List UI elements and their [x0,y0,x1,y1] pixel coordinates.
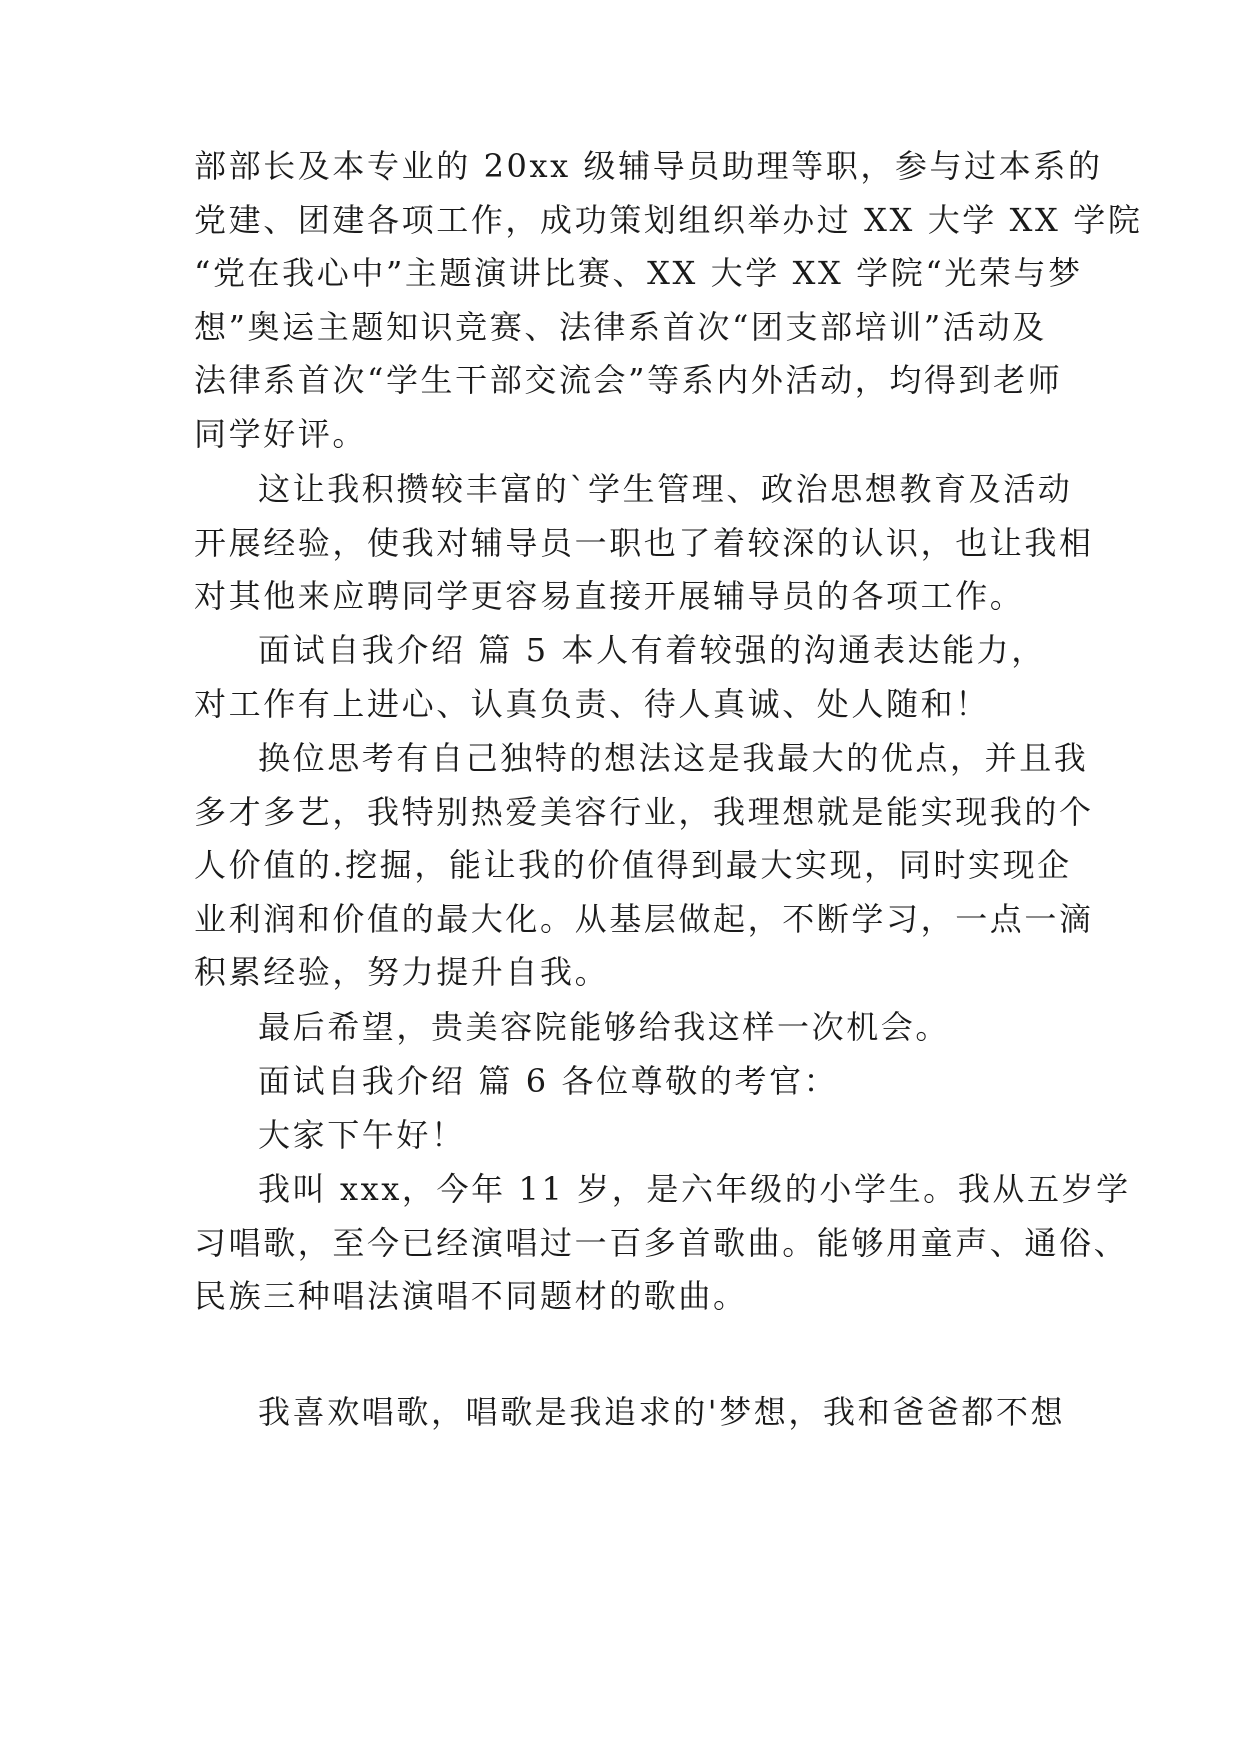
section-heading-line: 面试自我介绍 篇 5 本人有着较强的沟通表达能力， [258,631,1046,669]
paragraph-line: 多才多艺，我特别热爱美容行业，我理想就是能实现我的个 [194,793,1094,831]
paragraph-line: 我喜欢唱歌，唱歌是我追求的'梦想，我和爸爸都不想 [258,1393,1066,1431]
paragraph-line: 党建、团建各项工作，成功策划组织举办过 XX 大学 XX 学院 [194,201,1143,239]
paragraph-line: 习唱歌，至今已经演唱过一百多首歌曲。能够用童声、通俗、 [194,1224,1129,1262]
paragraph-line: 换位思考有自己独特的想法这是我最大的优点，并且我 [258,739,1089,777]
paragraph-line: 部部长及本专业的 20xx 级辅导员助理等职，参与过本系的 [194,147,1103,185]
paragraph-line: 法律系首次“学生干部交流会”等系内外活动，均得到老师 [194,361,1063,399]
paragraph-line: 最后希望，贵美容院能够给我这样一次机会。 [258,1008,951,1046]
paragraph-line: 积累经验，努力提升自我。 [194,953,610,991]
paragraph-line: 开展经验，使我对辅导员一职也了着较深的认识，也让我相 [194,524,1094,562]
greeting-line: 大家下午好！ [258,1116,466,1154]
paragraph-line: 对工作有上进心、认真负责、待人真诚、处人随和！ [194,685,990,723]
paragraph-line: 我叫 xxx，今年 11 岁，是六年级的小学生。我从五岁学 [258,1170,1131,1208]
paragraph-line: 人价值的.挖掘，能让我的价值得到最大实现，同时实现企 [194,846,1072,884]
paragraph-line: 想”奥运主题知识竞赛、法律系首次“团支部培训”活动及 [194,308,1047,346]
paragraph-line: 民族三种唱法演唱不同题材的歌曲。 [194,1277,748,1315]
section-heading-line: 面试自我介绍 篇 6 各位尊敬的考官： [258,1062,839,1100]
paragraph-line: 同学好评。 [194,415,368,453]
paragraph-line: 业利润和价值的最大化。从基层做起，不断学习，一点一滴 [194,900,1094,938]
paragraph-line: 对其他来应聘同学更容易直接开展辅导员的各项工作。 [194,577,1025,615]
paragraph-line: “党在我心中”主题演讲比赛、XX 大学 XX 学院“光荣与梦 [194,254,1083,292]
paragraph-line: 这让我积攒较丰富的`学生管理、政治思想教育及活动 [258,470,1073,508]
